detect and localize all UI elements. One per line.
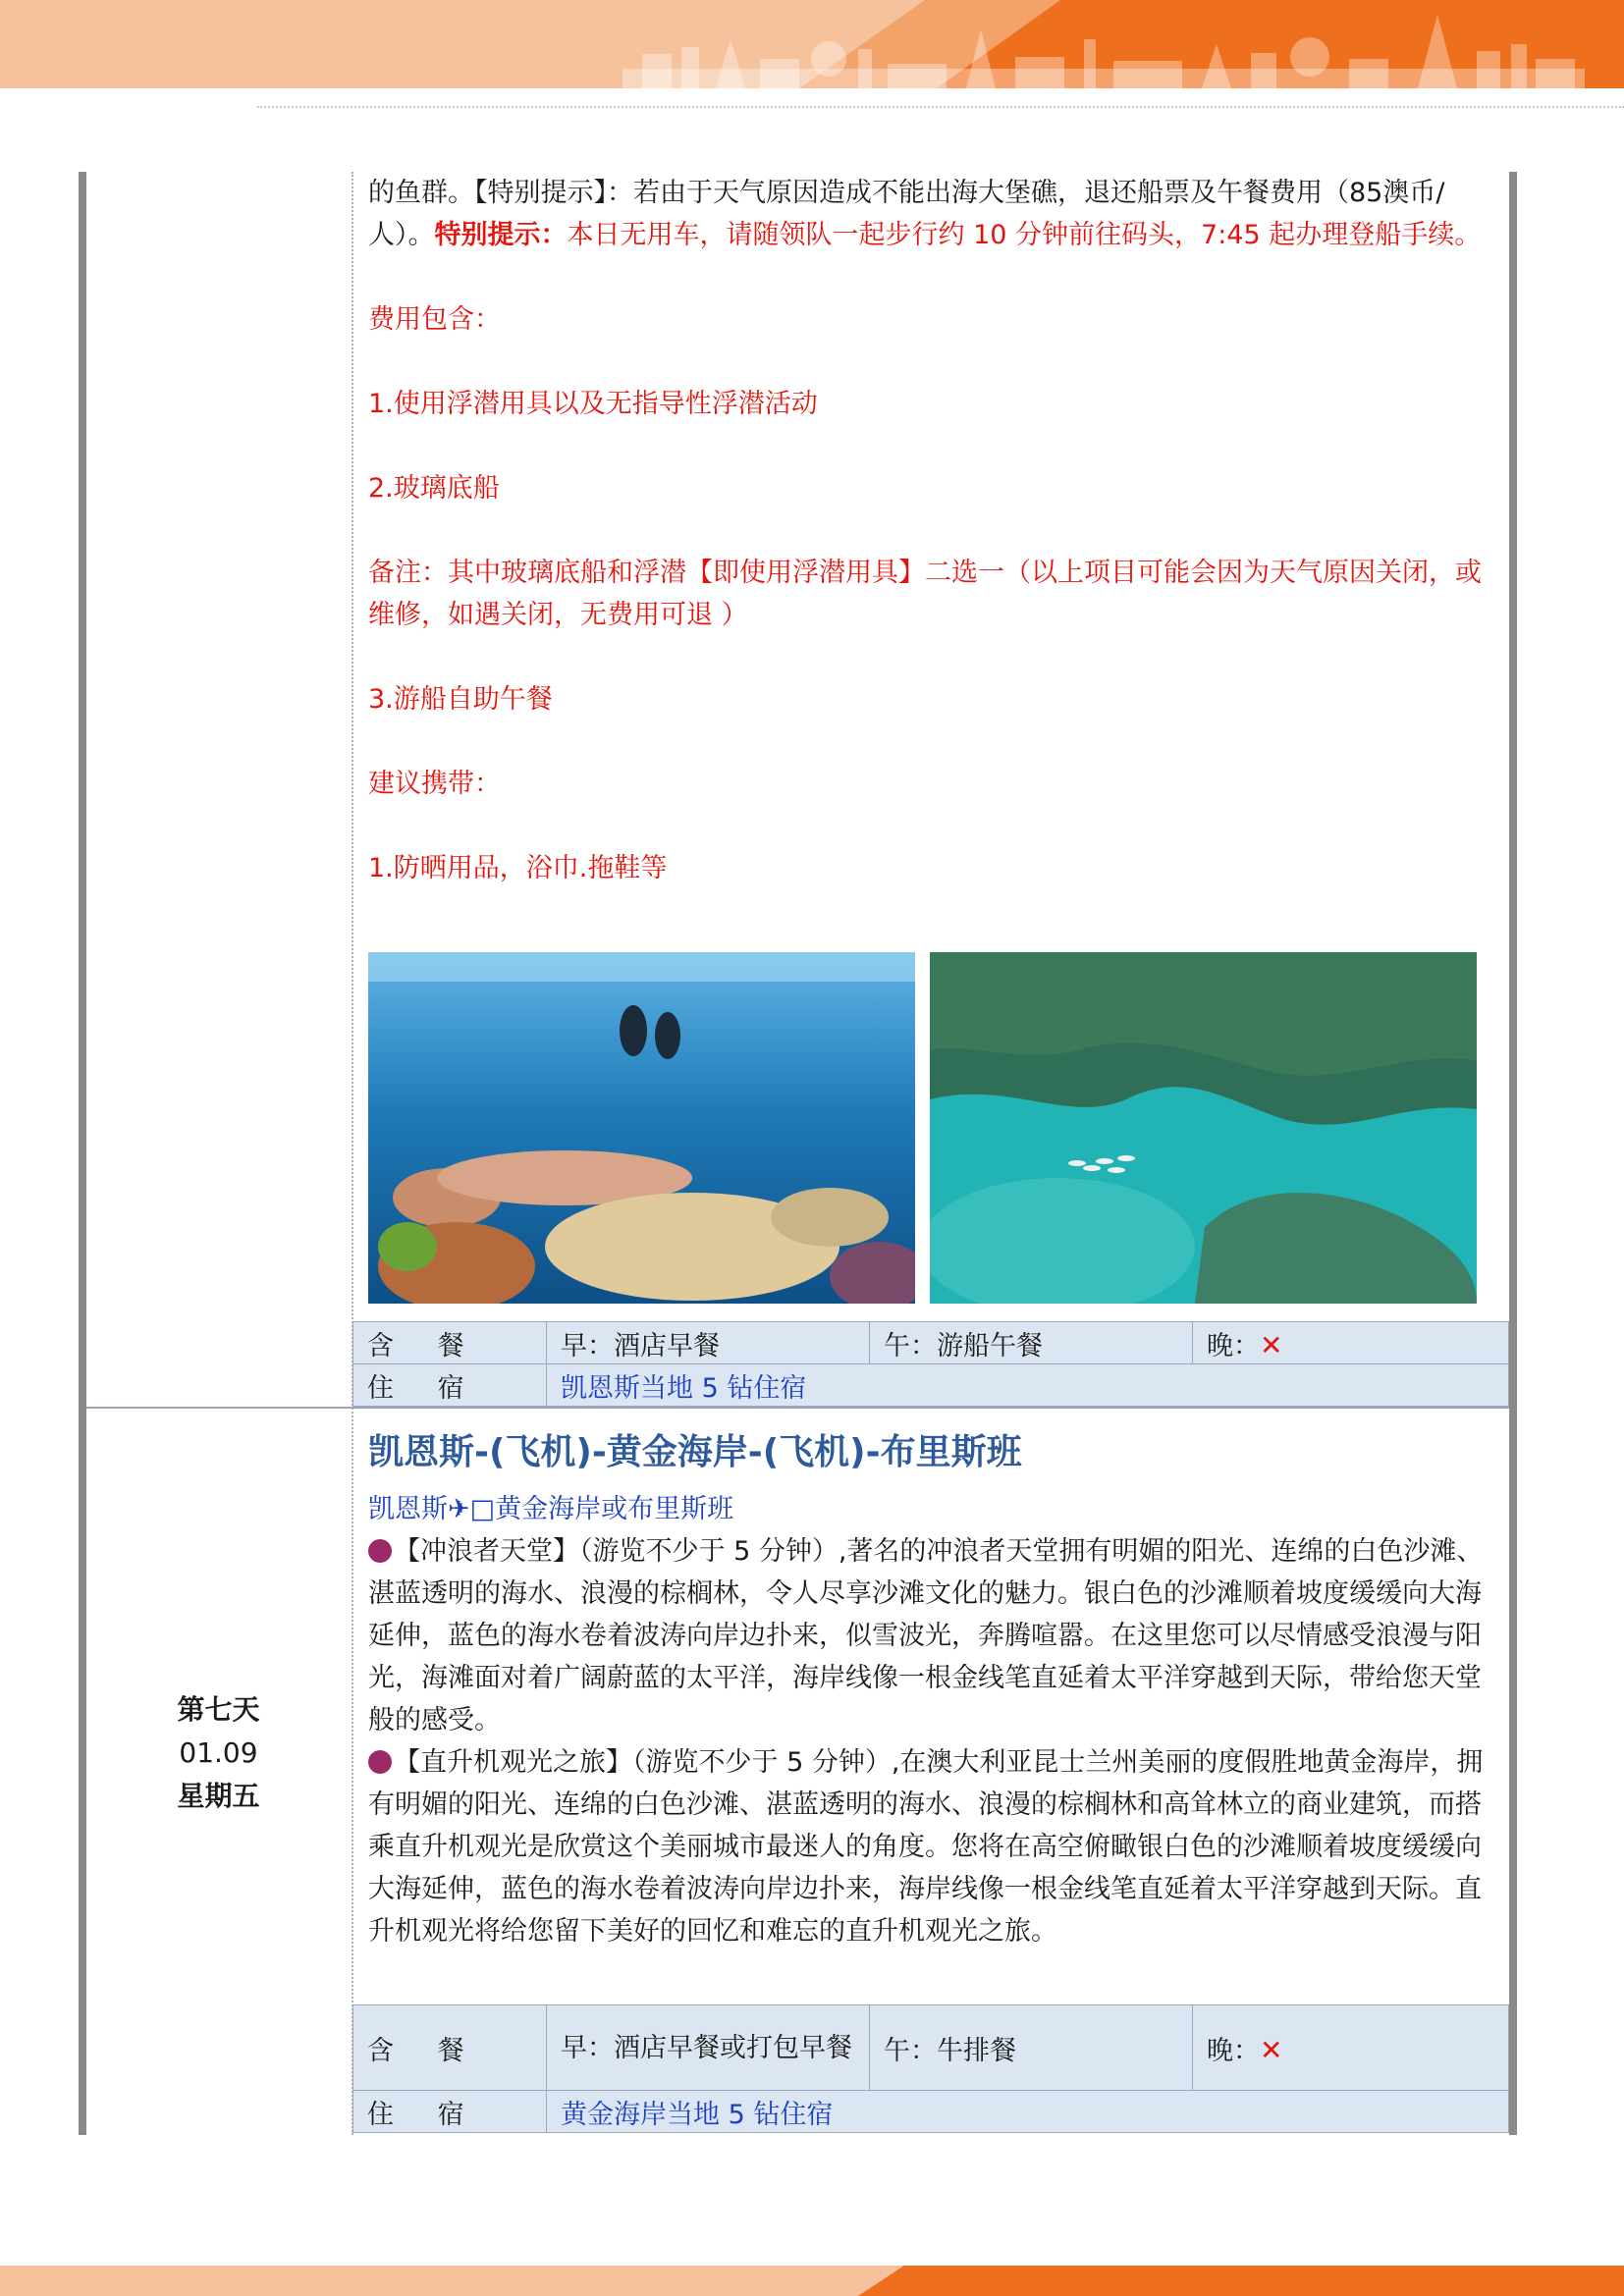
meals-label: 含 餐 bbox=[353, 1322, 547, 1364]
refund-note-text: 的鱼群。【特别提示】：若由于天气原因造成不能出海大堡礁，退还船票及午餐费用（85澳币/人）。 bbox=[368, 178, 1445, 250]
dinner-cell bbox=[1193, 2005, 1509, 2091]
row-divider bbox=[86, 1407, 1509, 1409]
fee-heading: 费用包含： bbox=[368, 304, 501, 335]
lunch-cell: 午：牛排餐 bbox=[870, 2005, 1193, 2091]
attraction-description: （游览不少于 5 分钟）,著名的冲浪者天堂拥有明媚的阳光、连绵的白色沙滩、湛蓝透明的海水、浪漫的棕榈林，令人尽享沙滩文化的魅力。银白色的沙滩顺着坡度缓缓向大海延伸，蓝色的海水卷着波涛向岸边扑来，似雪波光，奔腾喧嚣。在这里您可以尽情感受浪漫与阳光，海滩面对着广阔蔚蓝的太平洋，海岸线像一根金线笔直延着太平洋穿越到天际，带给您天堂般的感受。 bbox=[368, 1536, 1484, 1735]
day-number: 第七天 bbox=[177, 1693, 260, 1726]
bullet-icon bbox=[368, 1750, 392, 1774]
footer-banner bbox=[0, 2266, 1624, 2296]
city-skyline-icon bbox=[623, 10, 1585, 88]
day-date: 01.09 bbox=[179, 1736, 258, 1769]
attraction-paragraph bbox=[368, 1530, 1502, 1741]
stay-label: 住 宿 bbox=[353, 2091, 547, 2133]
cross-icon: ✕ bbox=[1260, 2033, 1283, 2066]
dinner-cell bbox=[1193, 1322, 1509, 1364]
special-note-paragraph bbox=[368, 172, 1502, 256]
day-title: 凯恩斯-(飞机)-黄金海岸-(飞机)-布里斯班 bbox=[368, 1432, 1022, 1472]
table-border-right bbox=[1509, 172, 1517, 2135]
meals-table-previous-day bbox=[352, 1321, 1509, 1407]
route-text: 凯恩斯✈□黄金海岸或布里斯班 bbox=[368, 1494, 734, 1524]
day7-content bbox=[368, 1423, 1502, 1952]
attraction-paragraph bbox=[368, 1741, 1502, 1952]
reef-aerial-photo bbox=[930, 952, 1477, 1304]
attraction-description: （游览不少于 5 分钟）,在澳大利亚昆士兰州美丽的度假胜地黄金海岸，拥有明媚的阳光、连绵的白色沙滩、湛蓝透明的海水、浪漫的棕榈林和高耸林立的商业建筑，而搭乘直升机观光是欣赏这个美丽城市最迷人的角度。您将在高空俯瞰银白色的沙滩顺着坡度缓缓向大海延伸，蓝色的海水卷着波涛向岸边扑来，海岸线像一根金线笔直延着太平洋穿越到天际。直升机观光将给您留下美好的回忆和难忘的直升机观光之旅。 bbox=[368, 1747, 1484, 1947]
table-border-left bbox=[79, 172, 86, 2135]
meals-table-day7 bbox=[352, 2004, 1509, 2133]
cross-icon: ✕ bbox=[1260, 1328, 1283, 1362]
stay-value: 黄金海岸当地 5 钻住宿 bbox=[547, 2091, 1509, 2133]
lunch-cell: 午：游船午餐 bbox=[870, 1322, 1193, 1364]
fee-item: 3.游船自助午餐 bbox=[368, 684, 553, 715]
column-divider bbox=[352, 172, 353, 2135]
header-divider bbox=[257, 106, 1624, 108]
fee-item: 2.玻璃底船 bbox=[368, 473, 500, 504]
bullet-icon bbox=[368, 1539, 392, 1563]
dinner-label: 晚： bbox=[1207, 1330, 1260, 1362]
bring-item: 1.防晒用品，浴巾.拖鞋等 bbox=[368, 853, 668, 883]
attraction-name: 【直升机观光之旅】 bbox=[394, 1747, 632, 1778]
snorkeling-coral-photo bbox=[368, 952, 915, 1304]
header-banner bbox=[0, 0, 1624, 88]
special-note-label: 特别提示： bbox=[434, 220, 568, 250]
stay-value: 凯恩斯当地 5 钻住宿 bbox=[547, 1364, 1509, 1407]
day-label bbox=[98, 1688, 339, 1818]
attraction-name: 【冲浪者天堂】 bbox=[394, 1536, 579, 1567]
special-note-text: 本日无用车，请随领队一起步行约 10 分钟前往码头，7:45 起办理登船手续。 bbox=[567, 220, 1482, 250]
stay-label: 住 宿 bbox=[353, 1364, 547, 1407]
remarks-text: 备注：其中玻璃底船和浮潜【即使用浮潜用具】二选一（以上项目可能会因为天气原因关闭，或维修，如遇关闭，无费用可退 ） bbox=[368, 558, 1482, 630]
fee-item: 1.使用浮潜用具以及无指导性浮潜活动 bbox=[368, 389, 818, 419]
bring-heading: 建议携带： bbox=[368, 769, 501, 799]
meals-label: 含 餐 bbox=[353, 2005, 547, 2091]
breakfast-cell: 早：酒店早餐 bbox=[547, 1322, 870, 1364]
dinner-label: 晚： bbox=[1207, 2035, 1260, 2066]
day-weekday: 星期五 bbox=[177, 1780, 260, 1812]
breakfast-cell: 早：酒店早餐或打包早餐 bbox=[547, 2005, 870, 2091]
previous-day-content bbox=[368, 172, 1502, 889]
